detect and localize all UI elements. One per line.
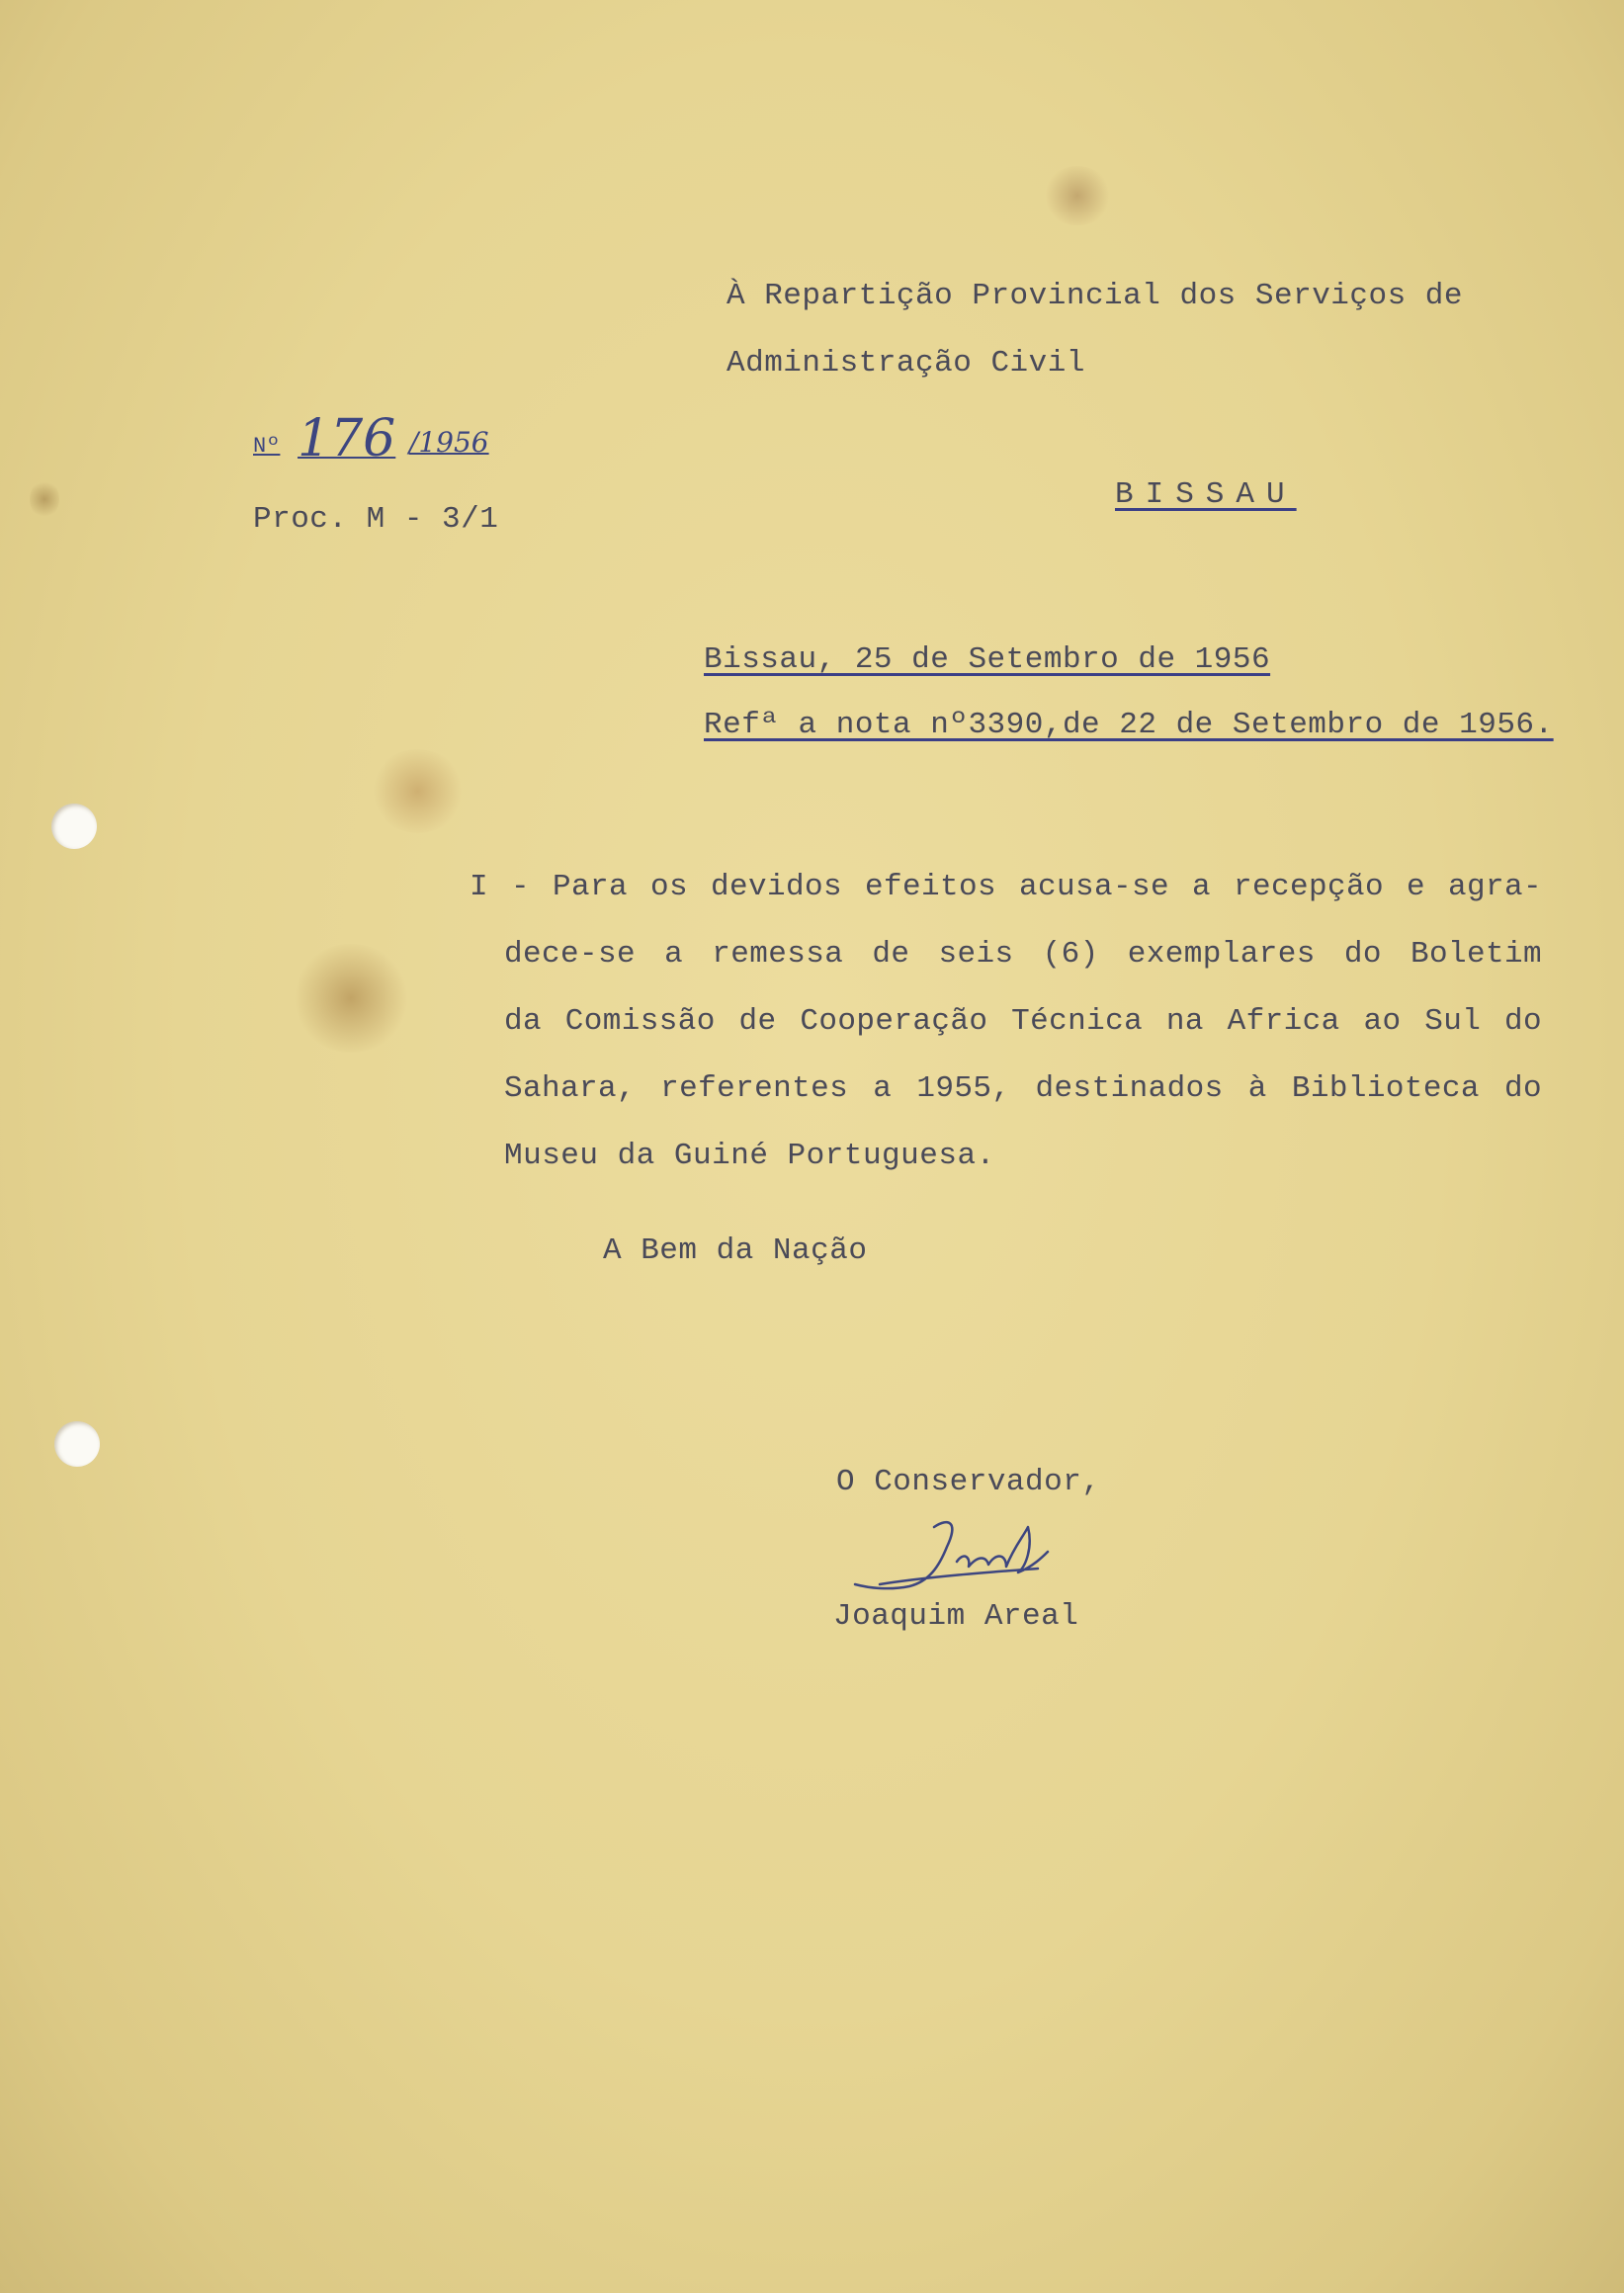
stain — [371, 749, 465, 833]
body-line-5: Museu da Guiné Portuguesa. — [504, 1139, 995, 1173]
reference-year-handwritten: /1956 — [408, 426, 489, 459]
stain — [1043, 166, 1112, 225]
addressee-line-1: À Repartição Provincial dos Serviços de — [727, 279, 1464, 313]
addressee-line-2: Administração Civil — [727, 346, 1085, 381]
reference-number-prefix: Nº — [253, 434, 281, 459]
punch-hole-top — [51, 804, 97, 849]
stain — [30, 479, 59, 519]
stain — [292, 944, 410, 1053]
place-date: Bissau, 25 de Setembro de 1956 — [704, 642, 1271, 677]
signatory-title: O Conservador, — [836, 1465, 1101, 1499]
handwritten-signature — [840, 1507, 1107, 1606]
reference-number-handwritten: 176 — [298, 409, 396, 468]
body-line-2: dece-se a remessa de seis (6) exemplares do Boletim — [504, 937, 1542, 972]
closing-salutation: A Bem da Nação — [603, 1233, 868, 1268]
process-number: Proc. M - 3/1 — [253, 502, 499, 537]
reference-number — [253, 405, 489, 468]
punch-hole-bottom — [54, 1421, 100, 1467]
body-line-1: I - Para os devidos efeitos acusa-se a recepção e agra- — [470, 870, 1542, 904]
body-line-4: Sahara, referentes a 1955, destinados à Biblioteca do — [504, 1071, 1542, 1106]
signatory-name: Joaquim Areal — [833, 1599, 1079, 1634]
reference-note: Refª a nota nº3390,de 22 de Setembro de 1956. — [704, 708, 1554, 742]
body-line-3: da Comissão de Cooperação Técnica na Africa ao Sul do — [504, 1004, 1542, 1039]
addressee-city: BISSAU — [1115, 477, 1297, 512]
